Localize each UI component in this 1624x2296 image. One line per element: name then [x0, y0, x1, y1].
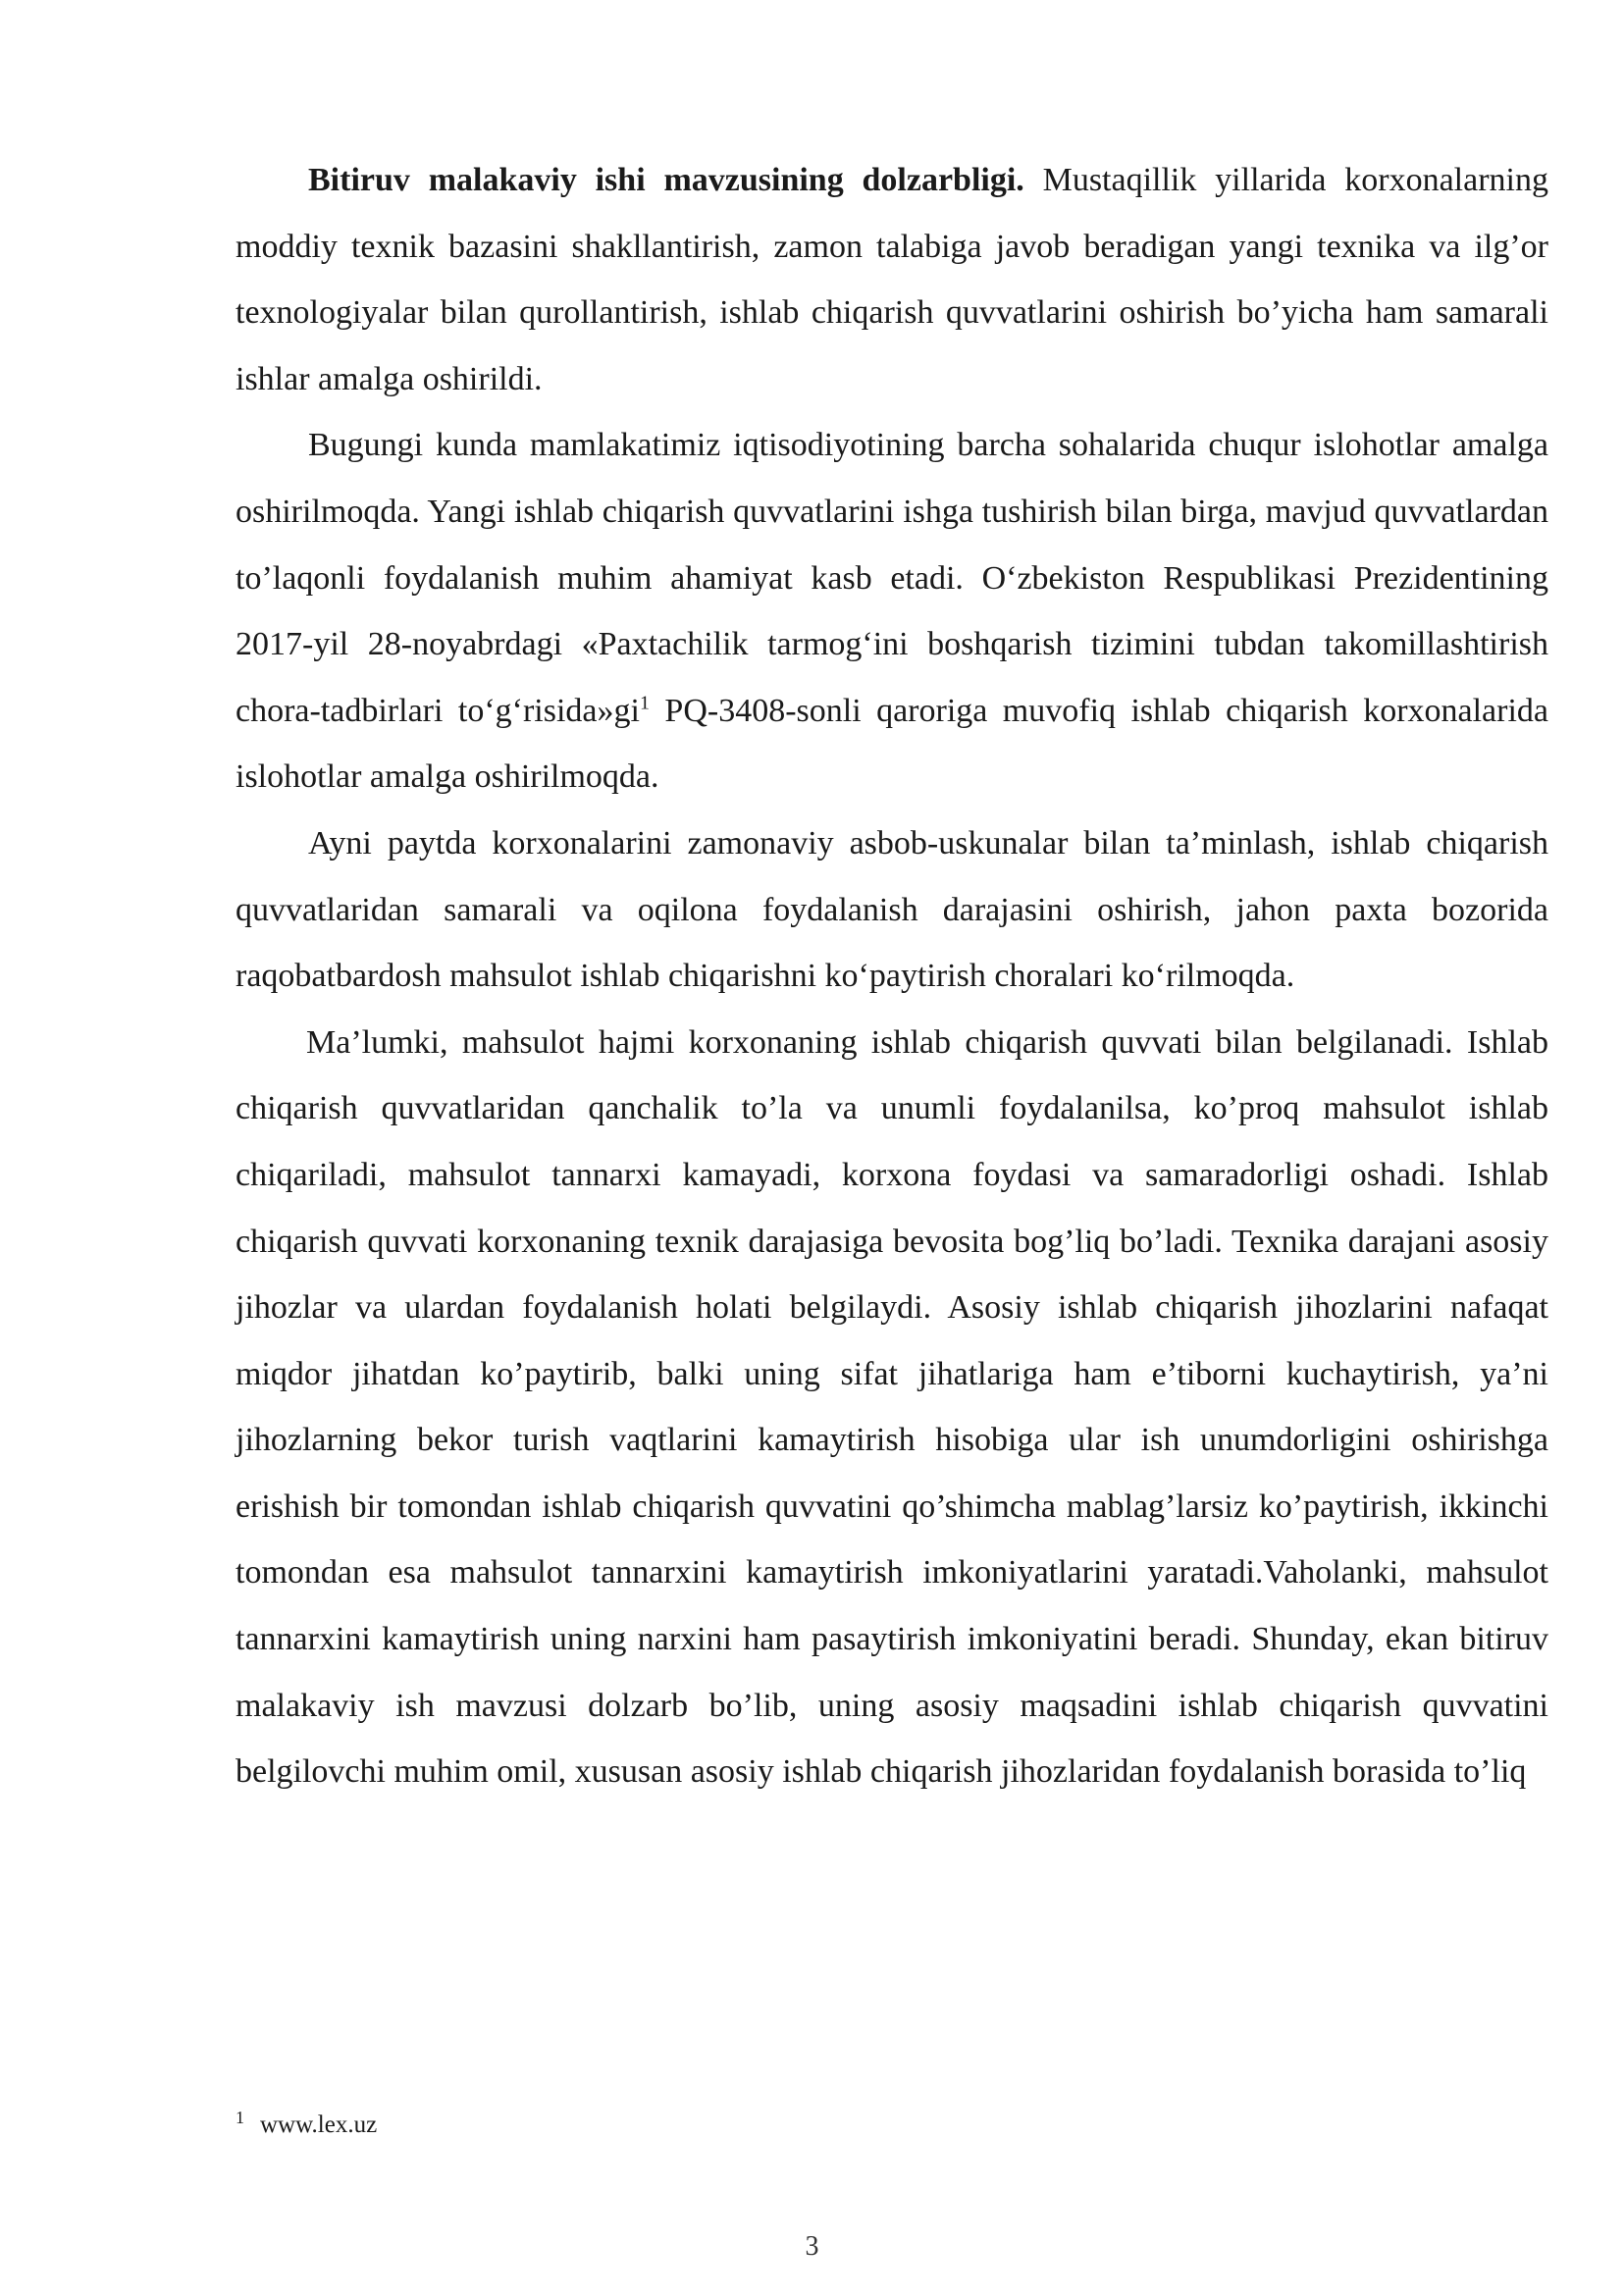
footnote: [236, 2110, 377, 2141]
page-number: 3: [805, 2231, 819, 2262]
paragraph-text: Ayni paytda korxonalarini zamonaviy asbob-uskunalar bilan ta’minlash, ishlab chiqarish quvvatlaridan samarali va oqilona foydalanish darajasini oshirish, jahon paxta bozorida raqobatbardosh mahsulot ishlab chiqarishni ko‘paytirish choralari ko‘rilmoqda.: [236, 824, 1548, 995]
footnote-link[interactable]: www.lex.uz: [260, 2112, 378, 2138]
paragraph-text: PQ-3408-sonli qaroriga muvofiq ishlab chiqarish korxonalarida islohotlar amalga oshirilmoqda.: [236, 692, 1549, 796]
body-text: [236, 147, 1548, 1805]
paragraph-capacity: [236, 1010, 1548, 1805]
paragraph-modernization: [236, 810, 1548, 1010]
paragraph-text: Mustaqillik yillarida korxonalarning moddiy texnik bazasini shakllantirish, zamon talabiga javob beradigan yangi texnika va ilg’or texnologiyalar bilan qurollantirish, ishlab chiqarish quvvatlarini oshirish bo’yicha ham samarali ishlar amalga oshirildi.: [236, 162, 1548, 397]
paragraph-text: Ma’lumki, mahsulot hajmi korxonaning ishlab chiqarish quvvati bilan belgilanadi. Ishlab chiqarish quvvatlaridan qanchalik to’la va unumli foydalanilsa, ko’proq mahsulot ishlab chiqariladi, mahsulot tannarxi kamayadi, korxona foydasi va samaradorligi oshadi. Ishlab chiqarish quvvati korxonaning texnik darajasiga bevosita bog’liq bo’ladi. Texnika darajani asosiy jihozlar va ulardan foydalanish holati belgilaydi. Asosiy ishlab chiqarish jihozlarini nafaqat miqdor jihatdan ko’paytirib, balki uning sifat jihatlariga ham e’tiborni kuchaytirish, ya’ni jihozlarning bekor turish vaqtlarini kamaytirish hisobiga ular ish unumdorligini oshirishga erishish bir tomondan ishlab chiqarish quvvatini qo’shimcha mablag’larsiz ko’paytirish, ikkinchi tomondan esa mahsulot tannarxini kamaytirish imkoniyatlarini yaratadi.Vaholanki, mahsulot tannarxini kamaytirish uning narxini ham pasaytirish imkoniyatini beradi. Shunday, ekan bitiruv malakaviy ish mavzusi dolzarb bo’lib, uning asosiy maqsadini ishlab chiqarish quvvatini belgilovchi muhim omil, xususan asosiy ishlab chiqarish jihozlaridan foydalanish borasida to’liq: [236, 1023, 1548, 1791]
paragraph-relevance: [236, 147, 1548, 412]
paragraph-lead-heading: Bitiruv malakaviy ishi mavzusining dolzarbligi.: [308, 162, 1024, 198]
paragraph-text: Bugungi kunda mamlakatimiz iqtisodiyotining barcha sohalarida chuqur islohotlar amalga oshirilmoqda. Yangi ishlab chiqarish quvvatlarini ishga tushirish bilan birga, mavjud quvvatlardan to’laqonli foydalanish muhim ahamiyat kasb etadi. O‘zbekiston Respublikasi Prezidentining 2017-yil 28-noyabrdagi «Paxtachilik tarmog‘ini boshqarish tizimini tubdan takomillashtirish chora-tadbirlari to‘g‘risida»gi: [236, 427, 1548, 729]
footnote-reference[interactable]: 1: [639, 692, 650, 714]
footnote-marker: 1: [236, 2108, 244, 2127]
paragraph-reforms: [236, 412, 1548, 810]
